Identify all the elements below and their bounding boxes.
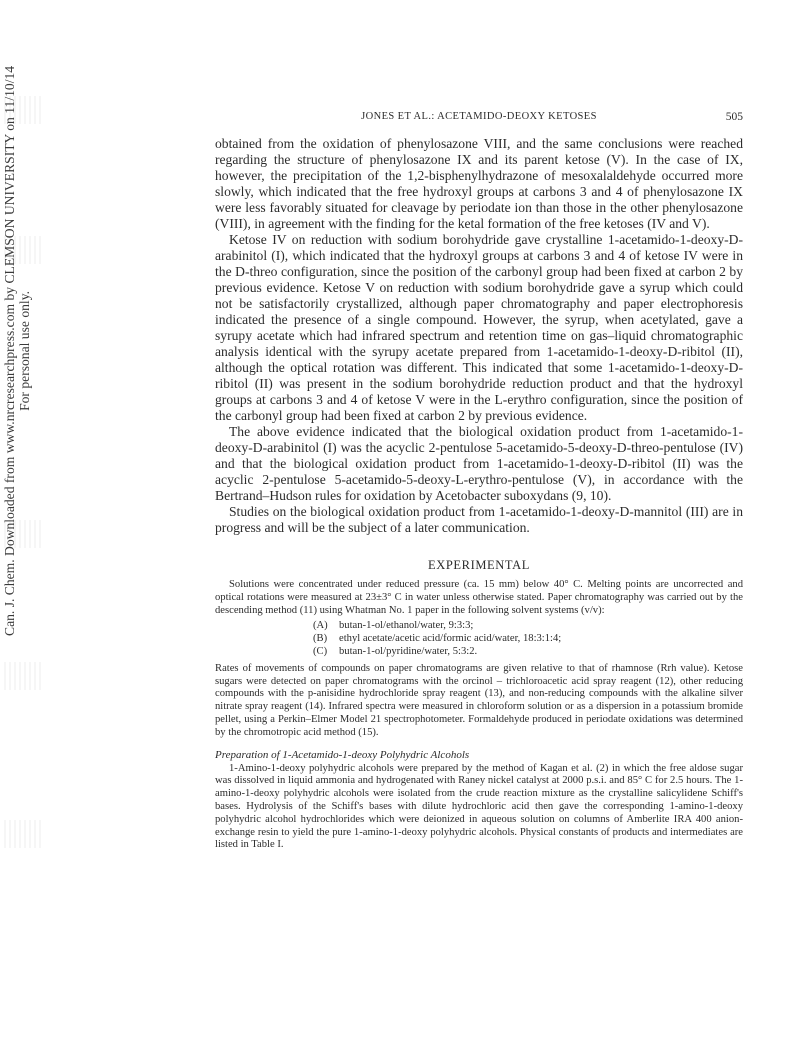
experimental-rates: Rates of movements of compounds on paper chromatograms are given relative to that of rhamnose (Rrh value). Ketose sugars were detected on paper chromatograms with the orcinol – trichloroacetic acid spray reagent (12), other reducing compounds with the p-anisidine hydrochloride spray reagent (13), and non-reducing compounds with the alkaline silver nitrate spray reagent (14). Infrared spectra were measured in chloroform solution or as a dispersion in a potassium bromide pellet, using a Perkin–Elmer Model 21 spectrophotometer. Formaldehyde produced in periodate oxidations was determined by the chromotropic acid method (15). <box>215 662 743 738</box>
solvent-id: (A) <box>313 620 328 632</box>
article-body <box>215 136 743 852</box>
solvent-text: butan-1-ol/ethanol/water, 9:3:3; <box>339 620 474 632</box>
running-head: JONES ET AL.: ACETAMIDO-DEOXY KETOSES <box>361 111 597 122</box>
solvent-id: (C) <box>313 645 328 657</box>
page-number: 505 <box>725 111 743 123</box>
page-header <box>215 111 743 125</box>
experimental-intro: Solutions were concentrated under reduced pressure (ca. 15 mm) below 40° C. Melting points are uncorrected and optical rotations were measured at 23±3° C in water unless otherwise stated. Paper chromatography was carried out by the descending method (11) using Whatman No. 1 paper in the following solvent systems (v/v): <box>215 579 743 616</box>
solvent-item <box>313 620 743 633</box>
download-watermark <box>2 65 46 636</box>
preparation-heading: Preparation of 1-Acetamido-1-deoxy Polyhydric Alcohols <box>215 748 470 761</box>
paragraph-4: Studies on the biological oxidation product from 1-acetamido-1-deoxy-D-mannitol (III) are in progress and will be the subject of a later communication. <box>215 504 743 535</box>
scan-artifact <box>4 820 44 848</box>
solvent-item <box>313 633 743 646</box>
solvent-text: ethyl acetate/acetic acid/formic acid/water, 18:3:1:4; <box>339 633 562 645</box>
watermark-text <box>2 66 32 636</box>
watermark-line-1: Can. J. Chem. Downloaded from www.nrcresearchpress.com by CLEMSON UNIVERSITY on 11/10/14 <box>2 65 17 636</box>
experimental-section <box>215 579 743 852</box>
solvent-item <box>313 646 743 659</box>
solvent-id: (B) <box>313 633 328 645</box>
paragraph-2: Ketose IV on reduction with sodium borohydride gave crystalline 1-acetamido-1-deoxy-D-arabinitol (I), which indicated that the hydroxyl groups at carbons 3 and 4 of ketose IV were in the D-threo configuration, since the position of the carbonyl group had been fixed at carbon 2 by previous evidence. Ketose V on reduction with sodium borohydride gave a syrup which could not be satisfactorily crystallized, although paper chromatography and paper electrophoresis indicated the presence of a single compound. However, the syrup, when acetylated, gave a syrupy acetate which had infrared spectrum and retention time on gas–liquid chromatographic analysis identical with the syrupy acetate prepared from 1-acetamido-1-deoxy-D-ribitol (II), although the optical rotation was different. This indicated that some 1-acetamido-1-deoxy-D-ribitol (II) was present in the sodium borohydride reduction product and that the hydroxyl groups at carbons 3 and 4 of ketose V were in the L-erythro configuration, since the position of the carbonyl group had been fixed at carbon 2 by previous evidence. <box>215 232 743 423</box>
paragraph-1: obtained from the oxidation of phenylosazone VIII, and the same conclusions were reached regarding the structure of phenylosazone IX and its parent ketose (V). In the case of IX, however, the precipitation of the 1,2-bisphenylhydrazone of mesoxalaldehyde occurred more slowly, which indicated that the free hydroxyl groups at carbons 3 and 4 of phenylosazone IX were less favorably situated for cleavage by periodate ion than those in the other phenylosazone (VIII), in agreement with the finding for the ketal formation of the free ketoses (IV and V). <box>215 136 743 231</box>
experimental-heading: EXPERIMENTAL <box>427 558 531 572</box>
solvent-list <box>313 620 743 658</box>
paragraph-3: The above evidence indicated that the biological oxidation product from 1-acetamido-1-deoxy-D-arabinitol (I) was the acyclic 2-pentulose 5-acetamido-5-deoxy-D-threo-pentulose (IV) and that the biological oxidation product from 1-acetamido-1-deoxy-D-ribitol (II) was the acyclic 2-pentulose 5-acetamido-5-deoxy-L-erythro-pentulose (V), in accordance with the Bertrand–Hudson rules for oxidation by Acetobacter suboxydans (9, 10). <box>215 424 743 503</box>
preparation-text: 1-Amino-1-deoxy polyhydric alcohols were prepared by the method of Kagan et al. (2) in which the free aldose sugar was dissolved in liquid ammonia and hydrogenated with Raney nickel catalyst at 2000 p.s.i. and 85° C for 2.5 hours. The 1-amino-1-deoxy polyhydric alcohols were isolated from the crude reaction mixture as the crystalline salicylidene Schiff's bases. Hydrolysis of the Schiff's bases with dilute hydrochloric acid then gave the corresponding 1-amino-1-deoxy polyhydric alcohol hydrochlorides which were deionized in aqueous solution on columns of Amberlite IRA 400 anion-exchange resin to yield the pure 1-amino-1-deoxy polyhydric alcohols. Physical constants of products and intermediates are listed in Table I. <box>215 762 743 851</box>
scan-artifact <box>4 662 44 690</box>
watermark-line-2: For personal use only. <box>17 290 32 411</box>
solvent-text: butan-1-ol/pyridine/water, 5:3:2. <box>339 645 478 657</box>
